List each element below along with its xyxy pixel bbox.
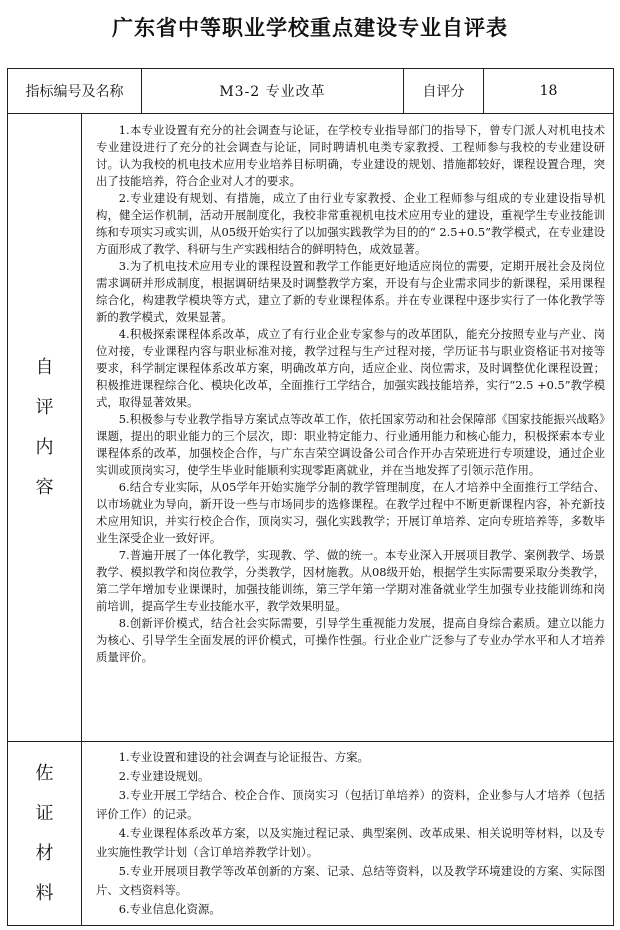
evidence-item: 2.专业建设规划。 <box>118 769 210 783</box>
self-eval-paragraph: 2.专业建设有规划、有措施，成立了由行业专家教授、企业工程师参与组成的专业建设指导机构，健全运作机制，活动开展制度化，我校非常重视机电技术应用专业的建设，重视学生专业技能训练和专项实习或实训，从05级开始实行了以加强实践教学为目的的“ 2.5+0.5”教学模式，在专业建设方面形成了教学、科研与生产实践相结合的鲜明特色，成效显著。 <box>96 191 605 256</box>
indicator-label: 指标编号及名称 <box>8 69 142 114</box>
evidence-row <box>8 742 614 926</box>
self-eval-row <box>8 114 614 742</box>
side-char: 自 <box>35 356 54 378</box>
indicator-value: M3-2 专业改革 <box>142 69 404 114</box>
page-title: 广东省中等职业学校重点建设专业自评表 <box>112 16 508 40</box>
self-eval-paragraph: 7.普遍开展了一体化教学，实现教、学、做的统一。本专业深入开展项目教学、案例教学、场景教学、模拟教学和岗位教学，分类教学，因材施教。从08级开始，根据学生实际需要采取分类教学，第二学年增加专业课课时，加强技能训练，第三学年第一学期对准备就业学生加强专业技能训练和岗前培训，提高学生专业技能水平，教学效果明显。 <box>96 548 605 613</box>
evidence-content <box>82 742 614 926</box>
header-row <box>8 69 614 114</box>
evidence-item: 3.专业开展工学结合、校企合作、顶岗实习（包括订单培养）的资料，企业参与人才培养（包括评价工作）的记录。 <box>96 788 605 821</box>
evidence-item: 4.专业课程体系改革方案，以及实施过程记录、典型案例、改革成果、相关说明等材料，以及专业实施性教学计划（含订单培养教学计划）。 <box>96 826 605 859</box>
side-char: 料 <box>35 882 54 904</box>
evaluation-table <box>7 68 614 926</box>
self-eval-content <box>82 114 614 742</box>
side-char: 容 <box>35 476 54 498</box>
evidence-item: 5.专业开展项目教学等改革创新的方案、记录、总结等资料，以及教学环境建设的方案、实际图片、文档资料等。 <box>96 864 605 897</box>
evidence-item: 1.专业设置和建设的社会调查与论证报告、方案。 <box>118 750 369 764</box>
side-char: 内 <box>35 436 54 458</box>
side-char: 证 <box>35 802 54 824</box>
score-label: 自评分 <box>404 69 484 114</box>
self-eval-paragraph: 3.为了机电技术应用专业的课程设置和教学工作能更好地适应岗位的需要，定期开展社会及岗位需求调研并形成制度，根据调研结果及时调整教学方案，开设有与企业需求同步的新课程，采用课程综合化，构建教学模块等方式，建立了新的专业课程体系。并在专业课程中逐步实行了一体化教学等新的教学模式，效果显著。 <box>96 259 605 324</box>
self-eval-paragraph: 4.积极探索课程体系改革，成立了有行业企业专家参与的改革团队，能充分按照专业与产业、岗位对接，专业课程内容与职业标准对接，教学过程与生产过程对接，学历证书与职业资格证书对接等要求，科学制定课程体系改革方案，明确改革方向，适应企业、岗位需求，及时调整优化课程设置；积极推进课程综合化、模块化改革，全面推行工学结合，加强实践技能培养，实行“2.5 +0.5”教学模式，取得显著效果。 <box>96 327 605 409</box>
side-char: 材 <box>35 842 54 864</box>
evidence-side-label <box>8 742 82 926</box>
evidence-item: 6.专业信息化资源。 <box>118 902 221 916</box>
side-char: 评 <box>35 396 54 418</box>
score-value: 18 <box>484 69 614 114</box>
self-eval-paragraph: 5.积极参与专业教学指导方案试点等改革工作，依托国家劳动和社会保障部《国家技能振兴战略》课题，提出的职业能力的三个层次，即：职业特定能力、行业通用能力和核心能力，积极探索本专业课程体系的改革，加强校企合作，与广东吉荣空调设备公司合作开办吉荣班进行专项建设，通过企业实训或顶岗实习，使学生毕业时能顺利实现零距离就业，并在当地发挥了引领示范作用。 <box>96 412 605 477</box>
self-eval-paragraph: 1.本专业设置有充分的社会调查与论证，在学校专业指导部门的指导下，曾专门派人对机电技术专业建设进行了充分的社会调查与论证，同时聘请机电类专家教授、工程师参与我校的专业建设研讨。认为我校的机电技术应用专业培养目标明确，专业建设的规划、措施都较好，课程设置合理，突出了技能培养，符合企业对人才的要求。 <box>96 123 605 188</box>
self-eval-paragraph: 6.结合专业实际，从05学年开始实施学分制的教学管理制度，在人才培养中全面推行工学结合、以市场就业为导向，新开设一些与市场同步的选修课程。在教学过程中不断更新课程内容，补充新技术应用知识，并实行校企合作，顶岗实习，强化实践教学；开展订单培养、定向专班培养等，多数毕业生深受企业一致好评。 <box>96 480 605 545</box>
self-eval-paragraph: 8.创新评价模式，结合社会实际需要，引导学生重视能力发展，提高自身综合素质。建立以能力为核心、引导学生全面发展的评价模式，可操作性强。行业企业广泛参与了专业办学水平和人才培养质量评价。 <box>96 616 605 664</box>
side-char: 佐 <box>35 762 54 784</box>
self-eval-side-label <box>8 114 82 742</box>
